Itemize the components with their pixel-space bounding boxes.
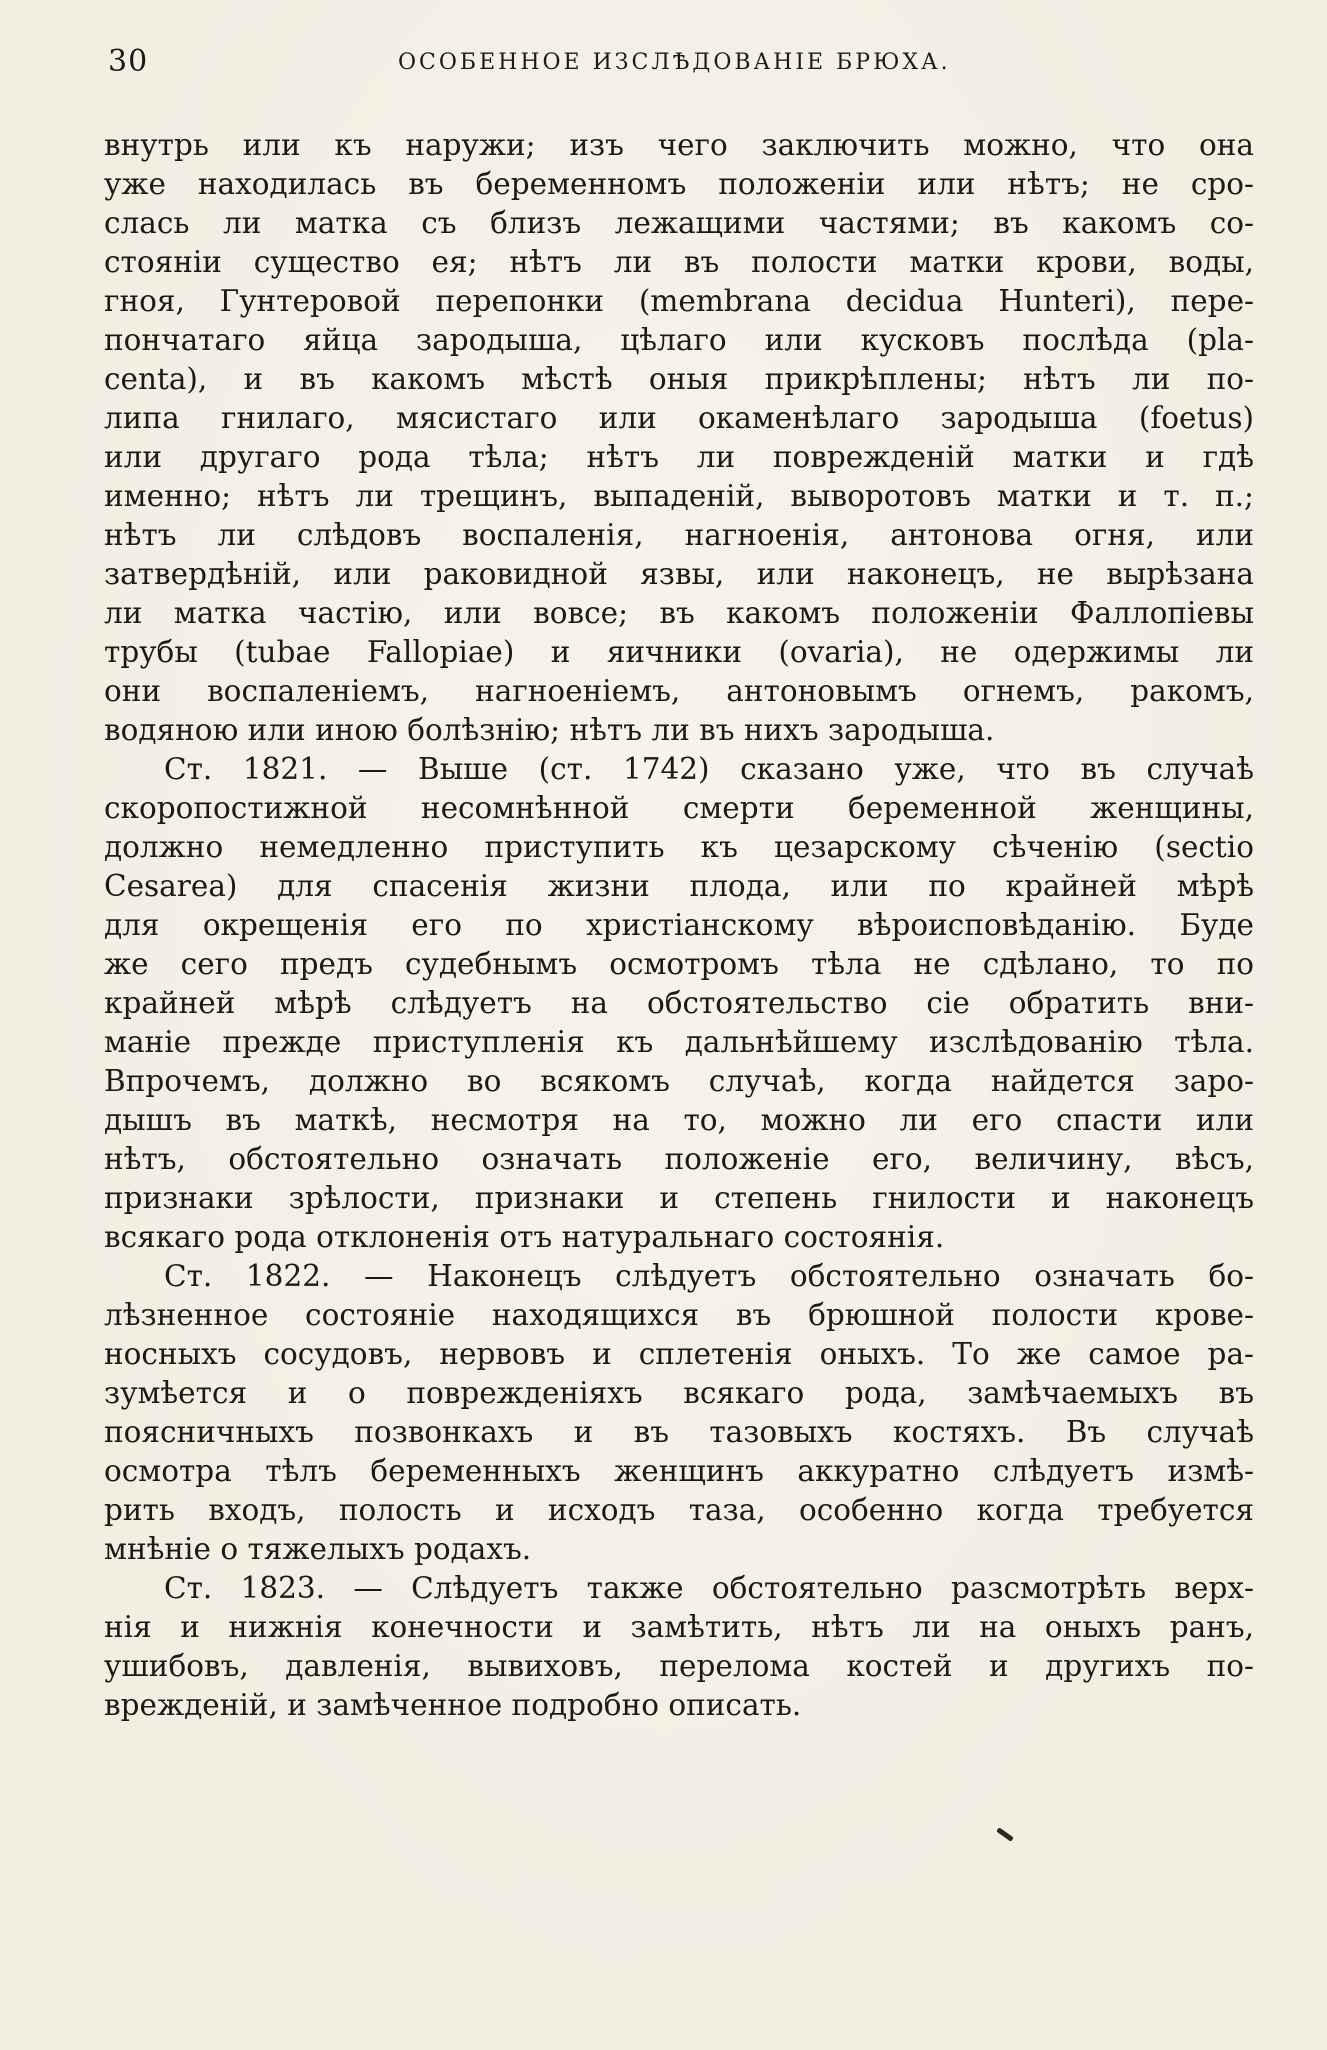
text-line: рить входъ, полость и исходъ таза, особенно когда требуется — [104, 1493, 1254, 1527]
text-line: Cesarea) для спасенія жизни плода, или по крайней мѣрѣ — [104, 869, 1254, 903]
text-line: зумѣется и о поврежденіяхъ всякаго рода, замѣчаемыхъ въ — [104, 1376, 1254, 1410]
page-number: 30 — [108, 44, 149, 79]
text-line: слась ли матка съ близъ лежащими частями; въ какомъ со- — [104, 206, 1254, 240]
text-line: гноя, Гунтеровой перепонки (membrana decidua Hunteri), пере- — [104, 284, 1254, 318]
ink-speck — [996, 1827, 1014, 1841]
text-line: крайней мѣрѣ слѣдуетъ на обстоятельство сіе обратить вни- — [104, 986, 1254, 1020]
text-line: мнѣніе о тяжелыхъ родахъ. — [104, 1532, 532, 1566]
text-line: осмотра тѣлъ беременныхъ женщинъ аккуратно слѣдуетъ измѣ- — [104, 1454, 1254, 1488]
text-line: скоропостижной несомнѣнной смерти беременной женщины, — [104, 791, 1254, 825]
text-line: centa), и въ какомъ мѣстѣ оныя прикрѣплены; нѣтъ ли по- — [104, 362, 1254, 396]
text-line: Ст. 1823. — Слѣдуетъ также обстоятельно разсмотрѣть верх- — [164, 1571, 1254, 1605]
text-line: затвердѣній, или раковидной язвы, или наконецъ, не вырѣзана — [104, 557, 1254, 591]
text-line: ли матка частію, или вовсе; въ какомъ положеніи Фаллопіевы — [104, 596, 1254, 630]
text-line: липа гнилаго, мясистаго или окаменѣлаго зародыша (foetus) — [104, 401, 1254, 435]
text-line: всякаго рода отклоненія отъ натуральнаго состоянія. — [104, 1220, 945, 1254]
text-line: внутрь или къ наружи; изъ чего заключить можно, что она — [104, 128, 1254, 162]
text-line: для окрещенія его по христіанскому вѣроисповѣданію. Буде — [104, 908, 1254, 942]
text-line: стояніи существо ея; нѣтъ ли въ полости матки крови, воды, — [104, 245, 1254, 279]
text-line: маніе прежде приступленія къ дальнѣйшему изслѣдованію тѣла. — [104, 1025, 1254, 1059]
text-line: нѣтъ, обстоятельно означать положеніе его, величину, вѣсъ, — [104, 1142, 1254, 1176]
text-line: нѣтъ ли слѣдовъ воспаленія, нагноенія, антонова огня, или — [104, 518, 1254, 552]
text-line: врежденій, и замѣченное подробно описать. — [104, 1688, 802, 1722]
text-line: Ст. 1821. — Выше (ст. 1742) сказано уже, что въ случаѣ — [164, 752, 1254, 786]
text-line: пончатаго яйца зародыша, цѣлаго или кусковъ послѣда (pla- — [104, 323, 1254, 357]
text-line: поясничныхъ позвонкахъ и въ тазовыхъ костяхъ. Въ случаѣ — [104, 1415, 1254, 1449]
text-line: же сего предъ судебнымъ осмотромъ тѣла не сдѣлано, то по — [104, 947, 1254, 981]
text-line: или другаго рода тѣла; нѣтъ ли поврежденій матки и гдѣ — [104, 440, 1254, 474]
text-line: должно немедленно приступить къ цезарскому сѣченію (sectio — [104, 830, 1254, 864]
body-text — [104, 126, 1254, 1725]
text-line: они воспаленіемъ, нагноеніемъ, антоновымъ огнемъ, ракомъ, — [104, 674, 1254, 708]
text-line: лѣзненное состояніе находящихся въ брюшной полости крове- — [104, 1298, 1254, 1332]
text-line: ушибовъ, давленія, вывиховъ, перелома костей и другихъ по- — [104, 1649, 1254, 1683]
text-line: нія и нижнія конечности и замѣтить, нѣтъ ли на оныхъ ранъ, — [104, 1610, 1254, 1644]
text-line: дышъ въ маткѣ, несмотря на то, можно ли его спасти или — [104, 1103, 1254, 1137]
text-line: признаки зрѣлости, признаки и степень гнилости и наконецъ — [104, 1181, 1254, 1215]
text-line: Впрочемъ, должно во всякомъ случаѣ, когда найдется заро- — [104, 1064, 1254, 1098]
text-line: носныхъ сосудовъ, нервовъ и сплетенія оныхъ. То же самое ра- — [104, 1337, 1254, 1371]
running-head: ОСОБЕННОЕ ИЗСЛѢДОВАНІЕ БРЮХА. — [398, 50, 951, 75]
page-header — [108, 44, 1258, 84]
text-line: водяною или иною болѣзнію; нѣтъ ли въ нихъ зародыша. — [104, 713, 995, 747]
text-line: Ст. 1822. — Наконецъ слѣдуетъ обстоятельно означать бо- — [164, 1259, 1254, 1293]
text-line: именно; нѣтъ ли трещинъ, выпаденій, выворотовъ матки и т. п.; — [104, 479, 1254, 513]
text-line: уже находилась въ беременномъ положеніи или нѣтъ; не сро- — [104, 167, 1254, 201]
text-line: трубы (tubae Falloрiae) и яичники (ovaria), не одержимы ли — [104, 635, 1254, 669]
